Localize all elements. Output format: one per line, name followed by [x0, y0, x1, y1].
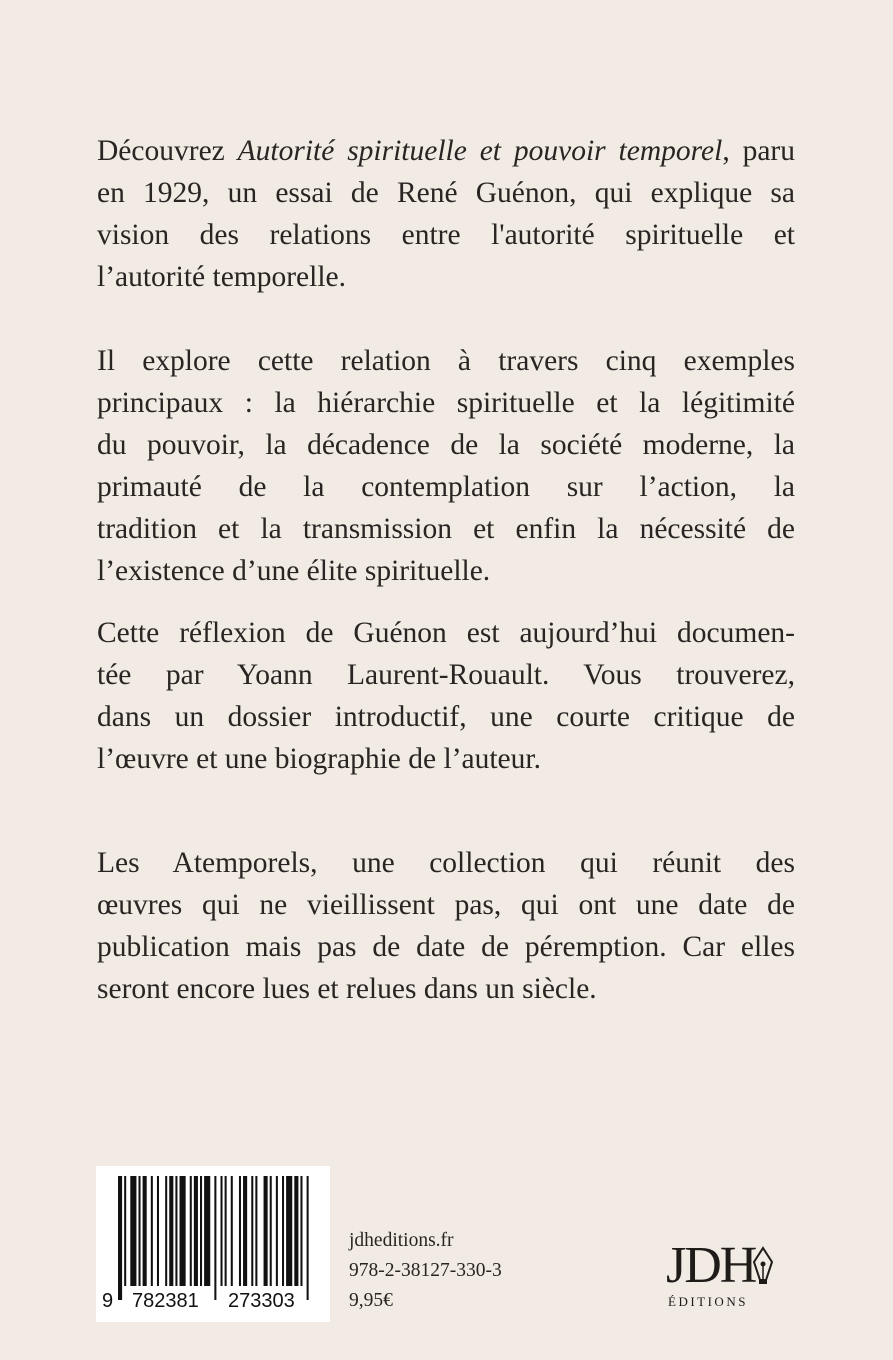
text-line: vision des relations entre l'autorité spirituelle et [97, 219, 795, 251]
text-line: Il explore cette relation à travers cinq exemples [97, 345, 795, 377]
barcode-bar [286, 1176, 292, 1286]
text-line: Découvrez Autorité spirituelle et pouvoir temporel, paru [97, 135, 795, 167]
barcode-bar [200, 1176, 202, 1286]
website-text[interactable]: jdheditions.fr [349, 1230, 454, 1251]
text-line: primauté de la contemplation sur l’action, la [97, 471, 795, 503]
barcode-bar [300, 1176, 302, 1286]
barcode-bar [124, 1176, 126, 1286]
barcode-bar [231, 1176, 233, 1286]
barcode-bar [190, 1176, 192, 1286]
publisher-logo [666, 1237, 776, 1320]
text-line: œuvres qui ne vieillissent pas, qui ont une date de [97, 889, 795, 921]
barcode-bar [307, 1176, 309, 1300]
text-line: en 1929, un essai de René Guénon, qui explique sa [97, 177, 795, 209]
barcode-digits: 9 [102, 1290, 114, 1312]
logo-wordmark: JDH [666, 1237, 756, 1294]
text-line: Les Atemporels, une collection qui réunit des [97, 847, 795, 879]
barcode-bar [294, 1176, 298, 1286]
barcode-bars [96, 1166, 330, 1322]
text-line: principaux : la hiérarchie spirituelle et la légitimité [97, 387, 795, 419]
text-line: tradition et la transmission et enfin la nécessité de [97, 513, 795, 545]
text-line: l’existence d’une élite spirituelle. [97, 555, 491, 587]
barcode-bar [169, 1176, 173, 1286]
barcode-bar [243, 1176, 247, 1286]
barcode-bar [270, 1176, 272, 1286]
text-line: publication mais pas de date de péremption. Car elles [97, 931, 795, 963]
barcode-bar [165, 1176, 167, 1286]
text-line: seront encore lues et relues dans un siècle. [97, 973, 597, 1005]
paragraph [97, 612, 795, 780]
barcode-bar [276, 1176, 278, 1286]
book-title: Autorité spirituelle et pouvoir temporel [237, 135, 723, 167]
barcode-bar [194, 1176, 198, 1286]
paragraph [97, 340, 795, 592]
text-line: Cette réflexion de Guénon est aujourd’hui documen- [97, 617, 795, 649]
barcode-bar [118, 1176, 122, 1300]
barcode-digits: 273303 [228, 1290, 295, 1312]
fountain-pen-nib-icon [750, 1246, 776, 1286]
barcode-bar [151, 1176, 153, 1286]
barcode-bar [143, 1176, 147, 1286]
barcode-bar [180, 1176, 186, 1286]
barcode-bar [175, 1176, 177, 1286]
paragraph [97, 842, 795, 1010]
barcode-bar [221, 1176, 223, 1286]
barcode-bar [139, 1176, 141, 1286]
text-line: tée par Yoann Laurent-Rouault. Vous trouverez, [97, 659, 795, 691]
text-line: du pouvoir, la décadence de la société moderne, la [97, 429, 795, 461]
barcode-bar [225, 1176, 227, 1286]
barcode-bar [255, 1176, 257, 1286]
logo-subtitle: ÉDITIONS [668, 1294, 748, 1309]
paragraph [97, 130, 795, 298]
barcode-bar [130, 1176, 136, 1286]
barcode-bar [264, 1176, 268, 1286]
barcode-bar [239, 1176, 241, 1286]
isbn-text: 978-2-38127-330-3 [349, 1260, 502, 1281]
barcode [96, 1166, 330, 1322]
price-text: 9,95€ [349, 1290, 393, 1311]
barcode-bar [251, 1176, 253, 1286]
barcode-bar [157, 1176, 159, 1286]
barcode-bar [204, 1176, 210, 1286]
text-line: dans un dossier introductif, une courte critique de [97, 701, 795, 733]
barcode-digits: 782381 [132, 1290, 199, 1312]
barcode-bar [282, 1176, 284, 1286]
text-line: l’autorité temporelle. [97, 261, 347, 293]
text-line: l’œuvre et une biographie de l’auteur. [97, 743, 541, 775]
barcode-bar [214, 1176, 216, 1300]
